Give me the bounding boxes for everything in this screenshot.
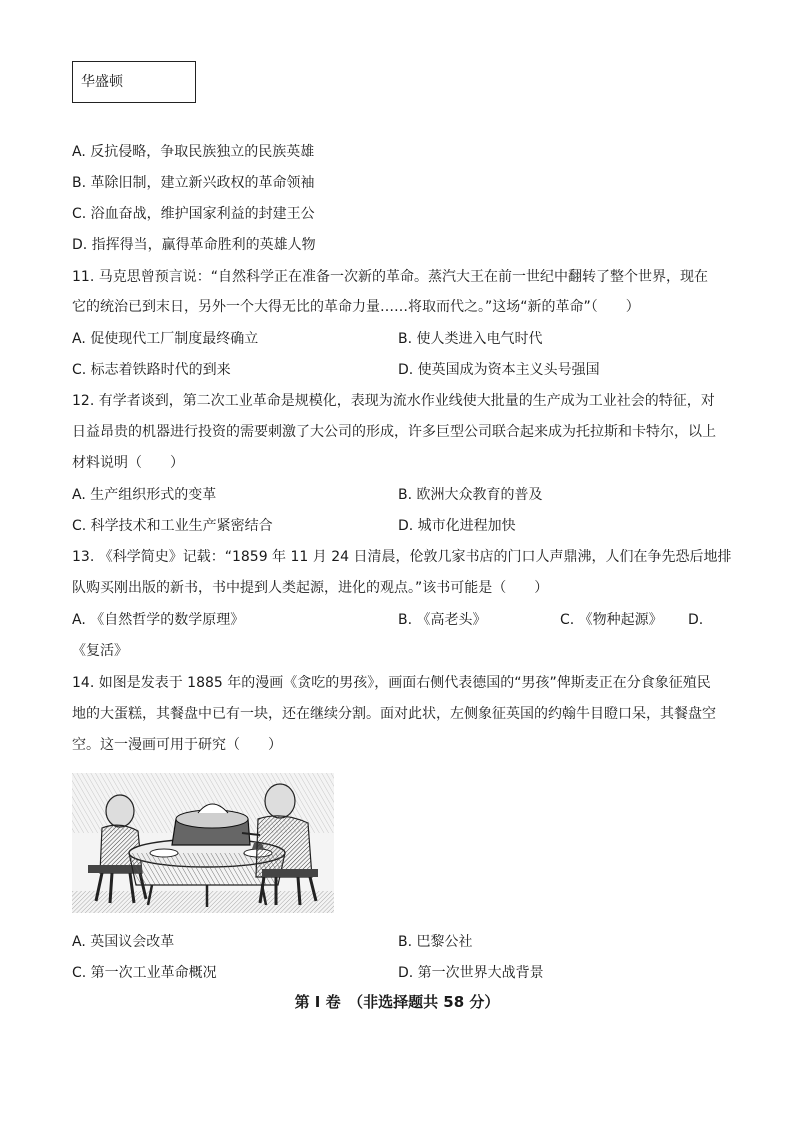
q14-option-c: C. 第一次工业革命概况 xyxy=(72,965,217,981)
q14-stem-line-1: 14. 如图是发表于 1885 年的漫画《贪吃的男孩》，画面右侧代表德国的“男孩”俾斯麦正在分食象征殖民 xyxy=(72,675,711,691)
q13-option-a: A. 《自然哲学的数学原理》 xyxy=(72,612,245,628)
q12-stem-line-3: 材料说明（ ） xyxy=(72,455,184,471)
q10-option-a: A. 反抗侵略，争取民族独立的民族英雄 xyxy=(72,144,315,160)
q12-stem-line-2: 日益昂贵的机器进行投资的需要刺激了大公司的形成，许多巨型公司联合起来成为托拉斯和卡特尔，以上 xyxy=(72,424,716,440)
q13-stem-line-1: 13. 《科学简史》记载：“1859 年 11 月 24 日清晨，伦敦几家书店的门口人声鼎沸，人们在争先恐后地排 xyxy=(72,549,732,565)
greedy-boy-cartoon-image xyxy=(72,773,334,913)
q12-stem-line-1: 12. 有学者谈到，第二次工业革命是规模化，表现为流水作业线使大批量的生产成为工业社会的特征，对 xyxy=(72,393,715,409)
q14-option-a: A. 英国议会改革 xyxy=(72,934,175,950)
q12-option-d: D. 城市化进程加快 xyxy=(398,518,516,534)
answer-box: 华盛顿 xyxy=(72,61,196,103)
q11-option-c: C. 标志着铁路时代的到来 xyxy=(72,362,231,378)
q13-option-d-continued: 《复活》 xyxy=(72,643,128,659)
q10-option-b: B. 革除旧制，建立新兴政权的革命领袖 xyxy=(72,175,315,191)
q12-option-b: B. 欧洲大众教育的普及 xyxy=(398,487,543,503)
q13-option-b: B. 《高老头》 xyxy=(398,612,487,628)
q12-option-a: A. 生产组织形式的变革 xyxy=(72,487,217,503)
q10-option-d: D. 指挥得当，赢得革命胜利的英雄人物 xyxy=(72,237,316,253)
q10-option-c: C. 浴血奋战，维护国家利益的封建王公 xyxy=(72,206,315,222)
q12-option-c: C. 科学技术和工业生产紧密结合 xyxy=(72,518,273,534)
section-title: 第 Ⅰ 卷 （非选择题共 58 分） xyxy=(294,993,500,1011)
q14-option-b: B. 巴黎公社 xyxy=(398,934,473,950)
q14-option-d: D. 第一次世界大战背景 xyxy=(398,965,544,981)
q11-option-a: A. 促使现代工厂制度最终确立 xyxy=(72,331,259,347)
q13-stem-line-2: 队购买刚出版的新书，书中提到人类起源，进化的观点。”该书可能是（ ） xyxy=(72,580,549,596)
q14-stem-line-2: 地的大蛋糕，其餐盘中已有一块，还在继续分割。面对此状，左侧象征英国的约翰牛目瞪口呆，其餐盘空 xyxy=(72,706,716,722)
q11-stem-line-2: 它的统治已到末日，另外一个大得无比的革命力量……将取而代之。”这场“新的革命”（ ） xyxy=(72,299,640,315)
q13-option-c: C. 《物种起源》 xyxy=(560,612,663,628)
q13-option-d: D. xyxy=(688,612,704,628)
q11-option-d: D. 使英国成为资本主义头号强国 xyxy=(398,362,600,378)
q14-stem-line-3: 空。这一漫画可用于研究（ ） xyxy=(72,737,282,753)
q11-option-b: B. 使人类进入电气时代 xyxy=(398,331,543,347)
q11-stem-line-1: 11. 马克思曾预言说：“自然科学正在准备一次新的革命。蒸汽大王在前一世纪中翻转了整个世界，现在 xyxy=(72,269,708,285)
